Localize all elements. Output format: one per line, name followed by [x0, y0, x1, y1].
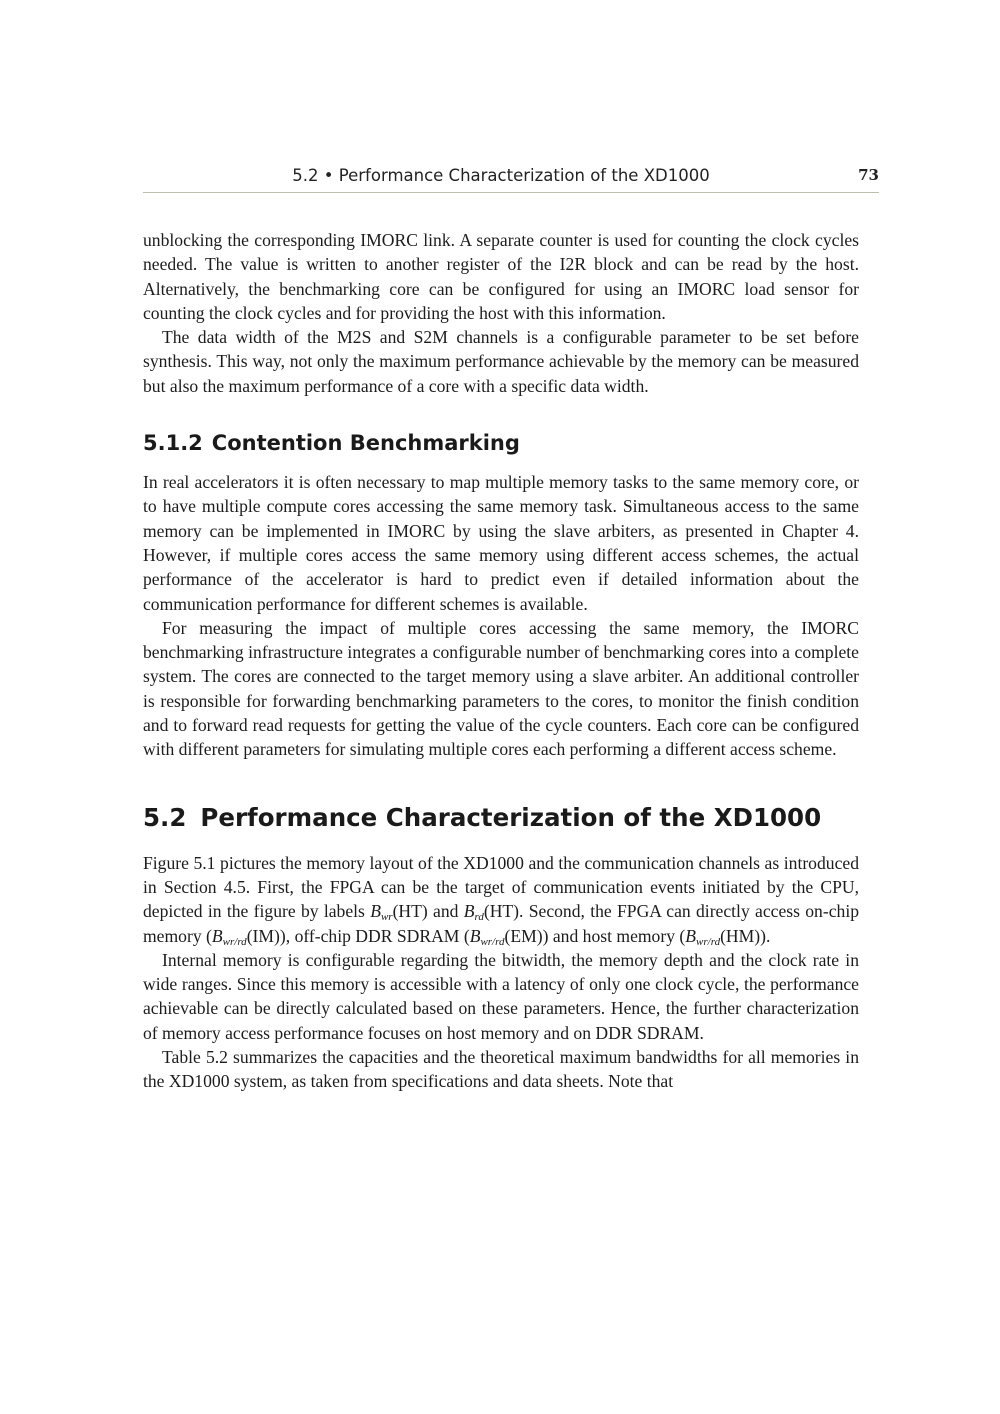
text-run: Figure 5.1 pictures the memory layout of the XD1000 and the communication channels as introduced in Section 4.5. First, the FPGA can be the target of communication events initiated by the CPU, depicted in the figure by labels — [143, 852, 859, 922]
page-number: 73 — [858, 166, 879, 184]
paragraph: Internal memory is configurable regarding the bitwidth, the memory depth and the clock rate in wide ranges. Since this memory is accessible with a latency of only one clock cycle, the performance achievable can be directly calculated based on these parameters. Hence, the further characterization of memory access performance focuses on host memory and on DDR SDRAM. — [143, 949, 859, 1043]
subsection-number: 5.1.2 — [143, 431, 203, 456]
section-title: Performance Characterization of the XD1000 — [200, 802, 822, 832]
math-subscript: wr — [380, 911, 393, 924]
math-symbol: B — [211, 925, 223, 946]
math-symbol: B — [370, 901, 381, 922]
math-subscript: wr/rd — [696, 935, 721, 948]
running-title: 5.2 • Performance Characterization of the XD1000 — [292, 166, 710, 185]
math-symbol: B — [469, 925, 481, 946]
subsection-heading — [143, 430, 859, 456]
math-symbol: B — [463, 901, 475, 922]
math-subscript: rd — [474, 911, 484, 924]
paragraph — [143, 851, 859, 948]
subsection-title: Contention Benchmarking — [211, 431, 520, 456]
section-heading — [143, 803, 859, 833]
paragraph: For measuring the impact of multiple cores accessing the same memory, the IMORC benchmarking infrastructure integrates a configurable number of benchmarking cores into a complete system. The cores are connected to the target memory using a slave arbiter. An additional controller is responsible for forwarding benchmarking parameters to the cores, to monitor the finish condition and to forward read requests for getting the value of the cycle counters. Each core can be configured with different parameters for simulating multiple cores each performing a different access scheme. — [143, 617, 859, 760]
text-run: (HT) and — [392, 901, 464, 922]
running-header — [143, 164, 879, 193]
text-run: (HM)). — [720, 925, 771, 946]
body-text — [143, 228, 859, 1094]
paragraph: In real accelerators it is often necessary to map multiple memory tasks to the same memory core, or to have multiple compute cores accessing the same memory task. Simultaneous access to the same memory can be implemented in IMORC by using the slave arbiters, as presented in Chapter 4. However, if multiple cores access the same memory using different access schemes, the actual performance of the accelerator is hard to predict even if detailed information about the communication performance for different schemes is available. — [143, 472, 859, 614]
paragraph: The data width of the M2S and S2M channels is a configurable parameter to be set before synthesis. This way, not only the maximum performance achievable by the memory can be measured but also the maximum performance of a core with a specific data width. — [143, 327, 859, 396]
paragraph: unblocking the corresponding IMORC link. A separate counter is used for counting the clock cycles needed. The value is written to another register of the I2R block and can be read by the host. Alternatively, the benchmarking core can be configured for using an IMORC load sensor for counting the clock cycles and for providing the host with this information. — [143, 230, 859, 323]
math-symbol: B — [685, 925, 697, 946]
section-number: 5.2 — [143, 802, 187, 832]
text-run: (EM)) and host memory ( — [504, 925, 686, 946]
text-run: (HT). Second, the FPGA can directly access on-chip memory ( — [143, 901, 859, 946]
math-subscript: wr/rd — [222, 935, 247, 948]
math-subscript: wr/rd — [480, 935, 505, 948]
paragraph: Table 5.2 summarizes the capacities and the theoretical maximum bandwidths for all memories in the XD1000 system, as taken from specifications and data sheets. Note that — [143, 1047, 859, 1092]
text-run: (IM)), off-chip DDR SDRAM ( — [246, 925, 470, 946]
